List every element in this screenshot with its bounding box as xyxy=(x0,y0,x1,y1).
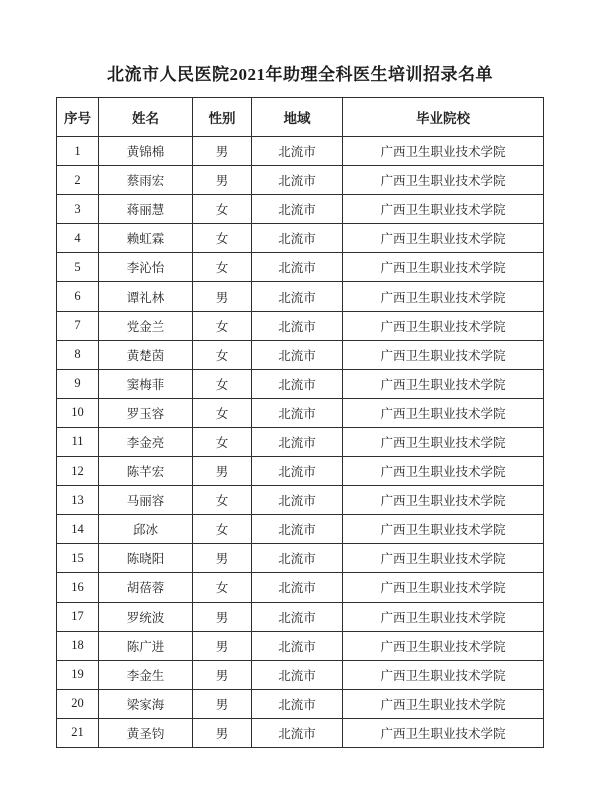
cell-name: 胡蓓蓉 xyxy=(99,573,193,602)
cell-school: 广西卫生职业技术学院 xyxy=(343,311,544,340)
table-row xyxy=(57,515,544,544)
cell-gender: 男 xyxy=(193,282,252,311)
cell-name: 黄圣钧 xyxy=(99,718,193,747)
cell-school: 广西卫生职业技术学院 xyxy=(343,689,544,718)
cell-region: 北流市 xyxy=(252,369,343,398)
cell-region: 北流市 xyxy=(252,660,343,689)
cell-index: 18 xyxy=(57,631,99,660)
cell-name: 李金生 xyxy=(99,660,193,689)
cell-school: 广西卫生职业技术学院 xyxy=(343,718,544,747)
table-row xyxy=(57,660,544,689)
cell-school: 广西卫生职业技术学院 xyxy=(343,602,544,631)
cell-region: 北流市 xyxy=(252,166,343,195)
table-row xyxy=(57,602,544,631)
cell-gender: 男 xyxy=(193,137,252,166)
cell-school: 广西卫生职业技术学院 xyxy=(343,195,544,224)
cell-gender: 女 xyxy=(193,195,252,224)
cell-gender: 女 xyxy=(193,311,252,340)
cell-gender: 男 xyxy=(193,602,252,631)
cell-gender: 女 xyxy=(193,515,252,544)
cell-school: 广西卫生职业技术学院 xyxy=(343,573,544,602)
cell-name: 黄锦棉 xyxy=(99,137,193,166)
table-row xyxy=(57,282,544,311)
cell-school: 广西卫生职业技术学院 xyxy=(343,137,544,166)
table-row xyxy=(57,253,544,282)
cell-index: 5 xyxy=(57,253,99,282)
table-row xyxy=(57,398,544,427)
cell-gender: 女 xyxy=(193,486,252,515)
cell-region: 北流市 xyxy=(252,137,343,166)
cell-index: 8 xyxy=(57,340,99,369)
cell-gender: 女 xyxy=(193,369,252,398)
column-header-name: 姓名 xyxy=(99,98,193,137)
cell-index: 9 xyxy=(57,369,99,398)
table-row xyxy=(57,631,544,660)
cell-region: 北流市 xyxy=(252,602,343,631)
cell-region: 北流市 xyxy=(252,486,343,515)
cell-gender: 男 xyxy=(193,689,252,718)
cell-gender: 女 xyxy=(193,427,252,456)
cell-school: 广西卫生职业技术学院 xyxy=(343,486,544,515)
recruitment-table xyxy=(56,97,544,748)
cell-region: 北流市 xyxy=(252,195,343,224)
cell-gender: 女 xyxy=(193,340,252,369)
cell-gender: 男 xyxy=(193,660,252,689)
cell-index: 11 xyxy=(57,427,99,456)
cell-index: 1 xyxy=(57,137,99,166)
cell-region: 北流市 xyxy=(252,689,343,718)
table-row xyxy=(57,224,544,253)
cell-name: 梁家海 xyxy=(99,689,193,718)
cell-gender: 女 xyxy=(193,224,252,253)
cell-name: 邱冰 xyxy=(99,515,193,544)
cell-region: 北流市 xyxy=(252,398,343,427)
cell-gender: 男 xyxy=(193,457,252,486)
cell-index: 14 xyxy=(57,515,99,544)
table-row xyxy=(57,486,544,515)
cell-index: 13 xyxy=(57,486,99,515)
cell-name: 李金亮 xyxy=(99,427,193,456)
cell-region: 北流市 xyxy=(252,544,343,573)
cell-school: 广西卫生职业技术学院 xyxy=(343,515,544,544)
cell-school: 广西卫生职业技术学院 xyxy=(343,166,544,195)
cell-gender: 男 xyxy=(193,166,252,195)
table-row xyxy=(57,137,544,166)
cell-region: 北流市 xyxy=(252,311,343,340)
cell-name: 蒋丽慧 xyxy=(99,195,193,224)
cell-name: 党金兰 xyxy=(99,311,193,340)
cell-gender: 女 xyxy=(193,398,252,427)
cell-name: 赖虹霖 xyxy=(99,224,193,253)
cell-index: 2 xyxy=(57,166,99,195)
table-row xyxy=(57,369,544,398)
cell-gender: 女 xyxy=(193,573,252,602)
cell-school: 广西卫生职业技术学院 xyxy=(343,631,544,660)
cell-region: 北流市 xyxy=(252,631,343,660)
cell-index: 21 xyxy=(57,718,99,747)
table-row xyxy=(57,427,544,456)
cell-school: 广西卫生职业技术学院 xyxy=(343,282,544,311)
cell-name: 谭礼林 xyxy=(99,282,193,311)
column-header-gender: 性别 xyxy=(193,98,252,137)
cell-gender: 男 xyxy=(193,631,252,660)
column-header-index: 序号 xyxy=(57,98,99,137)
cell-index: 3 xyxy=(57,195,99,224)
column-header-region: 地域 xyxy=(252,98,343,137)
cell-region: 北流市 xyxy=(252,718,343,747)
cell-name: 陈广进 xyxy=(99,631,193,660)
cell-gender: 女 xyxy=(193,253,252,282)
cell-index: 7 xyxy=(57,311,99,340)
cell-name: 马丽容 xyxy=(99,486,193,515)
cell-region: 北流市 xyxy=(252,573,343,602)
cell-school: 广西卫生职业技术学院 xyxy=(343,544,544,573)
table-row xyxy=(57,195,544,224)
cell-index: 12 xyxy=(57,457,99,486)
cell-index: 15 xyxy=(57,544,99,573)
cell-index: 16 xyxy=(57,573,99,602)
table-header-row xyxy=(57,98,544,137)
cell-school: 广西卫生职业技术学院 xyxy=(343,224,544,253)
cell-region: 北流市 xyxy=(252,515,343,544)
table-row xyxy=(57,718,544,747)
cell-school: 广西卫生职业技术学院 xyxy=(343,340,544,369)
cell-school: 广西卫生职业技术学院 xyxy=(343,427,544,456)
cell-school: 广西卫生职业技术学院 xyxy=(343,369,544,398)
document-title: 北流市人民医院2021年助理全科医生培训招录名单 xyxy=(107,65,493,84)
cell-name: 蔡雨宏 xyxy=(99,166,193,195)
cell-name: 罗统波 xyxy=(99,602,193,631)
cell-school: 广西卫生职业技术学院 xyxy=(343,457,544,486)
table-body xyxy=(57,137,544,748)
cell-gender: 男 xyxy=(193,544,252,573)
cell-index: 17 xyxy=(57,602,99,631)
cell-name: 李沁怡 xyxy=(99,253,193,282)
table-row xyxy=(57,573,544,602)
table-row xyxy=(57,340,544,369)
table-row xyxy=(57,311,544,340)
cell-region: 北流市 xyxy=(252,457,343,486)
table-row xyxy=(57,457,544,486)
table-row xyxy=(57,166,544,195)
cell-region: 北流市 xyxy=(252,224,343,253)
cell-name: 陈芊宏 xyxy=(99,457,193,486)
cell-index: 19 xyxy=(57,660,99,689)
table-row xyxy=(57,544,544,573)
cell-name: 陈晓阳 xyxy=(99,544,193,573)
table-row xyxy=(57,689,544,718)
column-header-school: 毕业院校 xyxy=(343,98,544,137)
cell-name: 罗玉容 xyxy=(99,398,193,427)
cell-region: 北流市 xyxy=(252,282,343,311)
cell-index: 4 xyxy=(57,224,99,253)
cell-index: 10 xyxy=(57,398,99,427)
cell-region: 北流市 xyxy=(252,253,343,282)
cell-index: 6 xyxy=(57,282,99,311)
cell-region: 北流市 xyxy=(252,340,343,369)
cell-region: 北流市 xyxy=(252,427,343,456)
cell-name: 窦梅菲 xyxy=(99,369,193,398)
cell-gender: 男 xyxy=(193,718,252,747)
cell-school: 广西卫生职业技术学院 xyxy=(343,398,544,427)
cell-school: 广西卫生职业技术学院 xyxy=(343,660,544,689)
cell-school: 广西卫生职业技术学院 xyxy=(343,253,544,282)
cell-index: 20 xyxy=(57,689,99,718)
cell-name: 黄楚茵 xyxy=(99,340,193,369)
